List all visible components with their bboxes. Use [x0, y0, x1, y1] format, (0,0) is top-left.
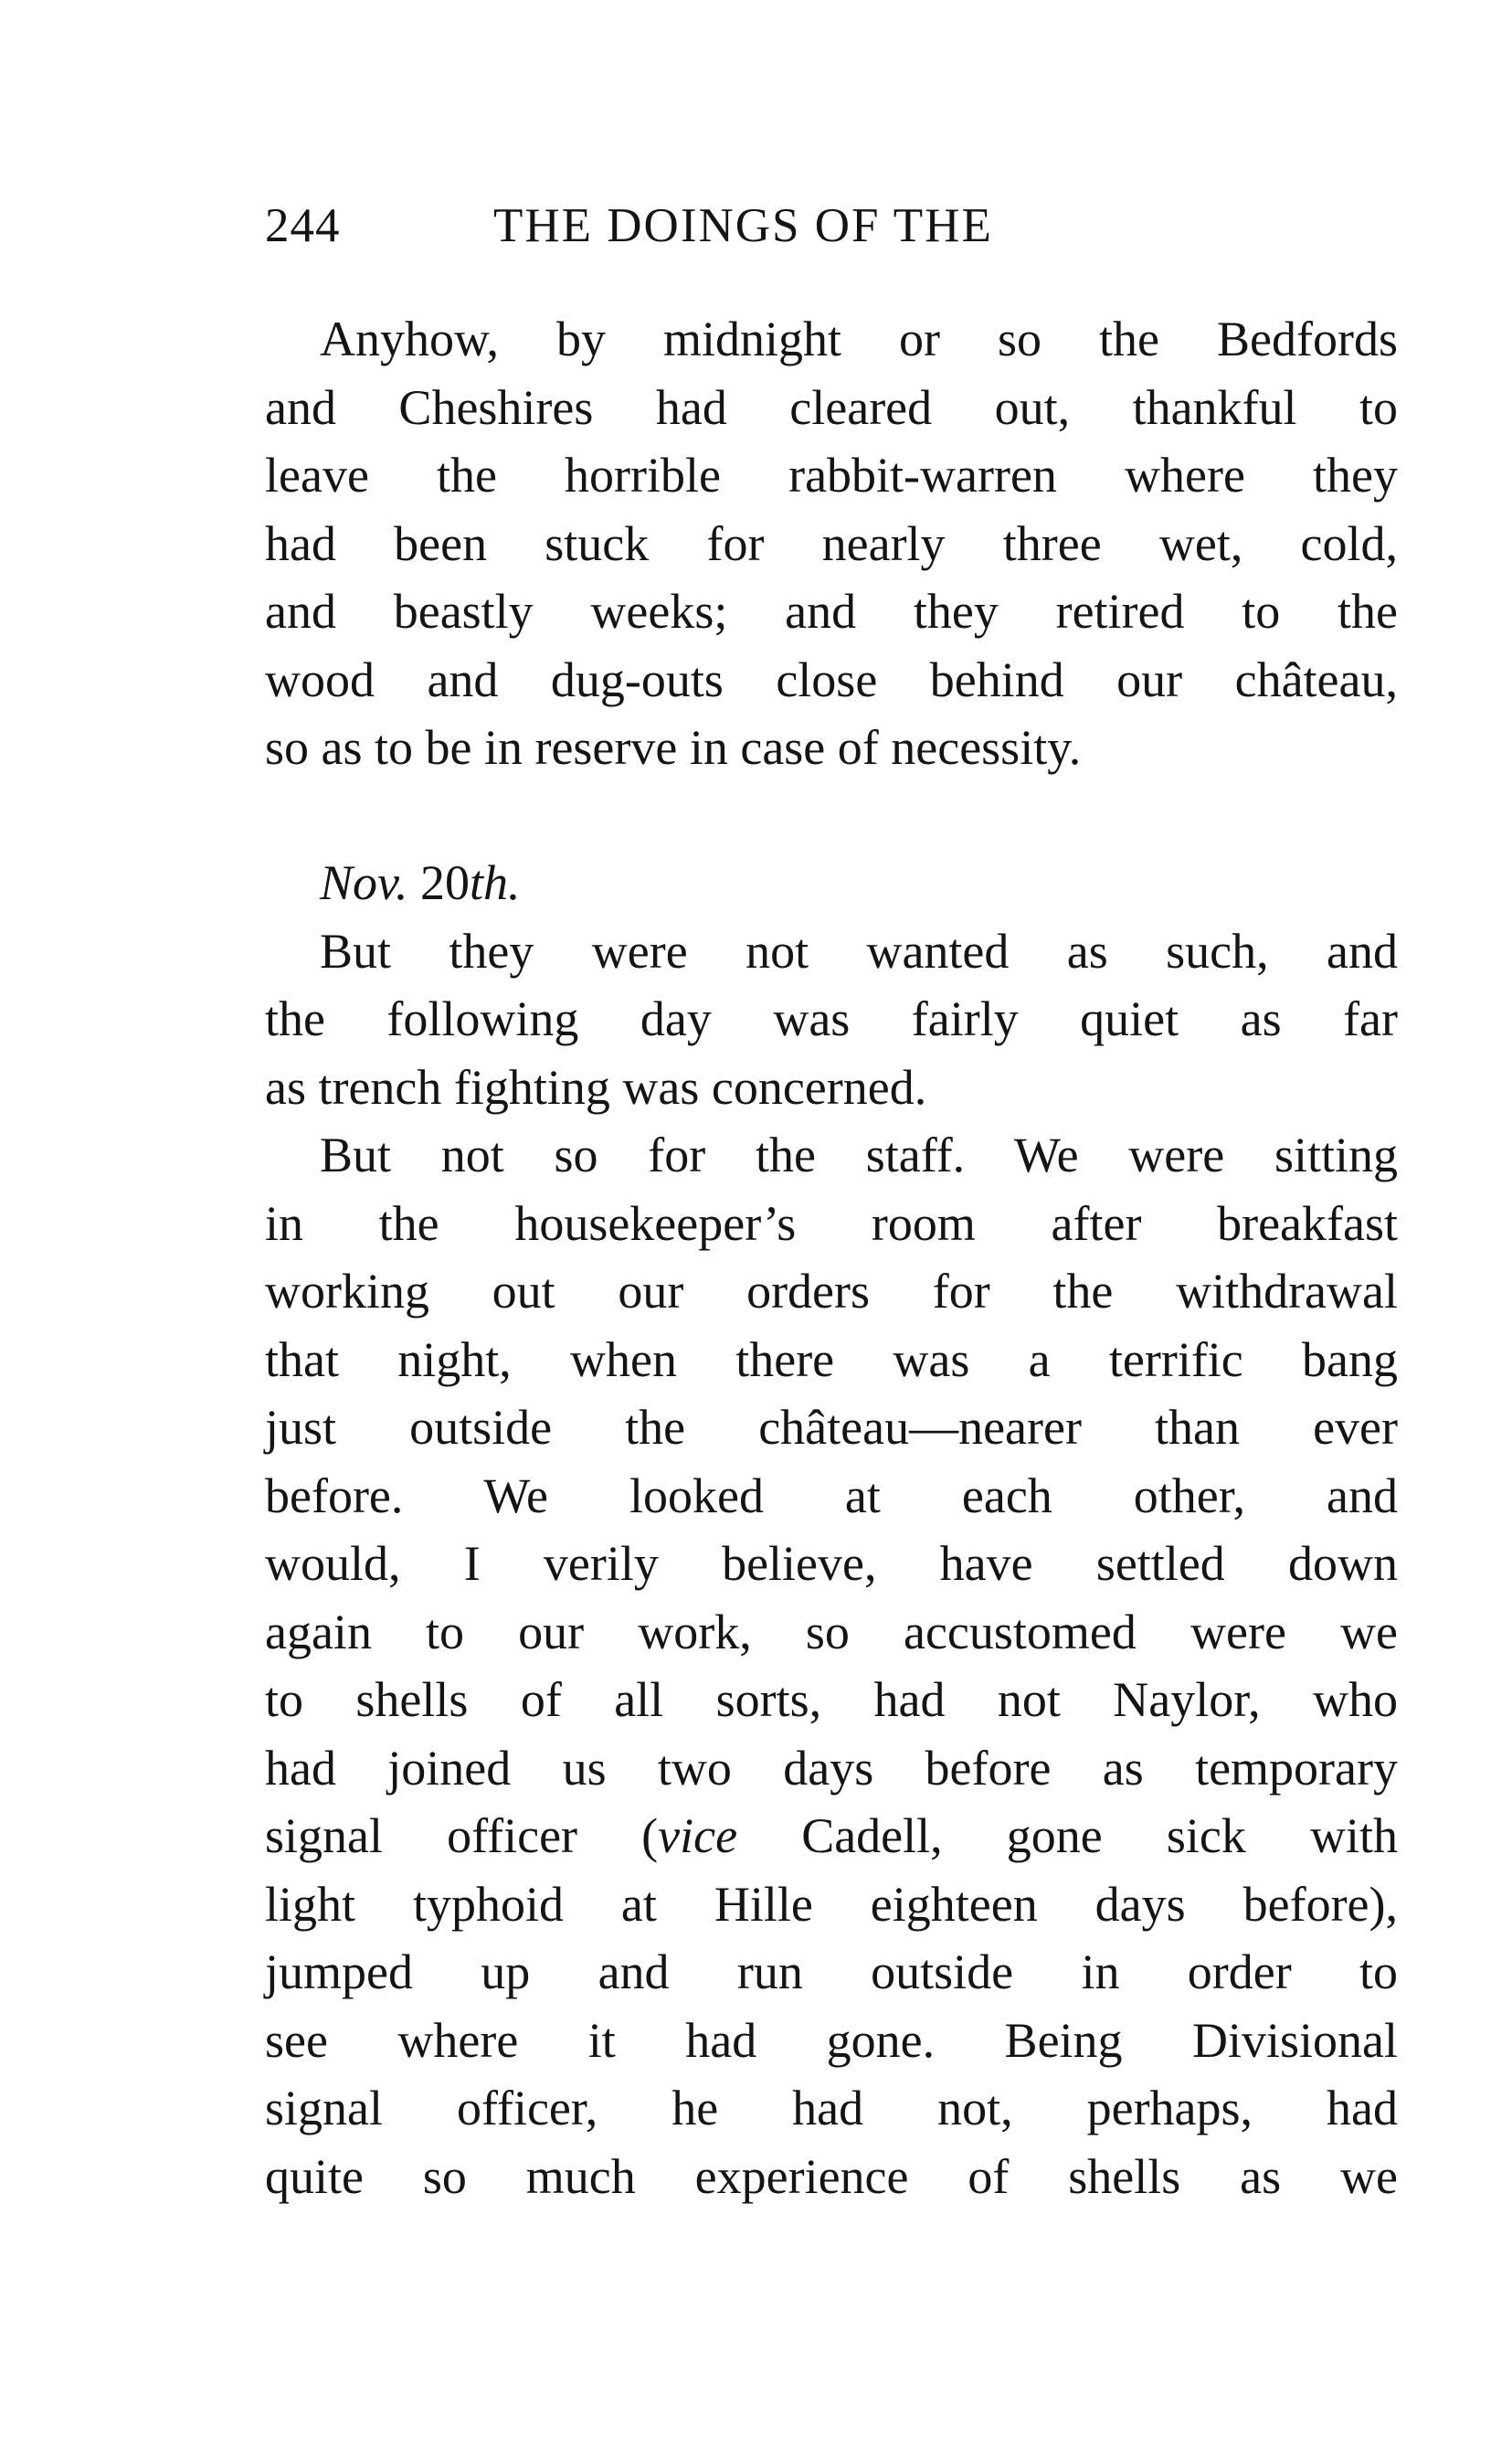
text-line: and Cheshires had cleared out, thankful to [265, 379, 1398, 435]
text-line: see where it had gone. Being Divisional [265, 2012, 1398, 2068]
text-line: so as to be in reserve in case of necessity. [265, 720, 1082, 775]
dateline-month: Nov. [320, 854, 408, 910]
text-line: working out our orders for the withdrawal [265, 1264, 1398, 1319]
text-line: wood and dug-outs close behind our château, [265, 652, 1398, 707]
text-line: before. We looked at each other, and [265, 1467, 1398, 1523]
text-line: leave the horrible rabbit-warren where they [265, 448, 1398, 503]
text-line: again to our work, so accustomed were we [265, 1604, 1398, 1659]
vice-line-before: signal officer ( [265, 1808, 659, 1863]
dateline-day: 20 [419, 854, 470, 910]
vice-italic: vice [658, 1808, 738, 1863]
text-line: as trench fighting was concerned. [265, 1059, 927, 1115]
page-body [265, 305, 1398, 2210]
dateline [265, 848, 1398, 917]
paragraph-2 [265, 917, 1398, 1122]
text-line: Anyhow, by midnight or so the Bedfords [320, 312, 1398, 366]
running-title: THE DOINGS OF THE [493, 199, 993, 252]
paragraph-3 [265, 1121, 1398, 2210]
text-line: quite so much experience of shells as we [265, 2148, 1398, 2204]
text-line: signal officer, he had not, perhaps, had [265, 2081, 1398, 2135]
text-line: had joined us two days before as temporary [265, 1740, 1398, 1796]
text-line: just outside the château—nearer than ever [265, 1400, 1398, 1455]
text-line: had been stuck for nearly three wet, cold, [265, 515, 1398, 571]
text-line: would, I verily believe, have settled down [265, 1536, 1398, 1591]
vice-line-after: Cadell, gone sick with [737, 1808, 1398, 1863]
text-line: But they were not wanted as such, and [320, 923, 1398, 979]
text-line: jumped up and run outside in order to [265, 1944, 1398, 1999]
dateline-suffix: th. [469, 854, 521, 910]
text-line: But not so for the staff. We were sitting [320, 1128, 1398, 1182]
text-line: to shells of all sorts, had not Naylor, who [265, 1672, 1398, 1727]
text-line-vice [265, 1802, 1398, 1870]
text-line: the following day was fairly quiet as far [265, 991, 1398, 1046]
text-line: and beastly weeks; and they retired to the [265, 584, 1398, 639]
text-line: that night, when there was a terrific bang [265, 1331, 1398, 1387]
text-line: light typhoid at Hille eighteen days before), [265, 1876, 1398, 1932]
paragraph-1 [265, 305, 1398, 782]
text-line: in the housekeeper’s room after breakfast [265, 1195, 1398, 1251]
page-header [265, 194, 1398, 258]
page-number: 244 [265, 199, 341, 252]
